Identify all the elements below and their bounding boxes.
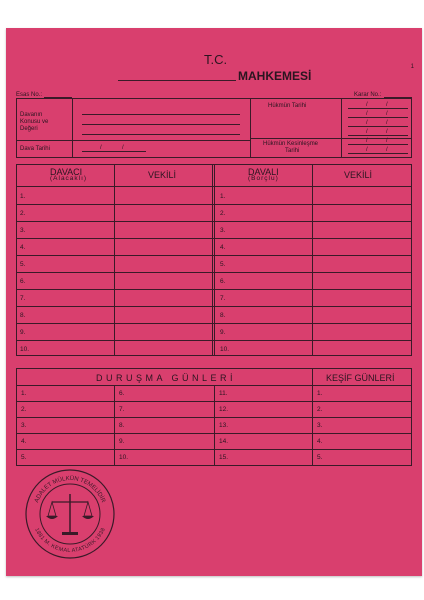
row-line bbox=[16, 323, 412, 324]
hearing-day-number: 3. bbox=[21, 422, 27, 429]
davali-header: DAVALI bbox=[248, 167, 279, 177]
davali-row-number: 7. bbox=[220, 295, 226, 302]
info-divider-2 bbox=[250, 98, 251, 158]
subject-label-3: Değeri bbox=[20, 126, 38, 132]
hearing-row-line bbox=[16, 449, 412, 450]
davaci-sub: (Alacaklı) bbox=[50, 175, 88, 182]
dava-tarihi-label: Dava Tarihi bbox=[20, 146, 50, 152]
hearing-day-number: 5. bbox=[317, 454, 323, 461]
kesif-title: KEŞİF GÜNLERİ bbox=[326, 373, 395, 383]
davaci-row-number: 8. bbox=[20, 312, 26, 319]
davali-row-number: 9. bbox=[220, 329, 226, 336]
row-line bbox=[16, 289, 412, 290]
date-line bbox=[348, 153, 408, 154]
court-name-line bbox=[118, 80, 236, 81]
date-sep: / bbox=[386, 102, 388, 108]
parties-header-line bbox=[16, 186, 412, 187]
davali-sub: (Borçlu) bbox=[248, 175, 279, 182]
hearing-day-number: 2. bbox=[21, 406, 27, 413]
seal-text: ADALET MÜLKÜN TEMELİDİR bbox=[34, 475, 106, 504]
vekili2-header: VEKİLİ bbox=[344, 170, 373, 180]
parties-col-2 bbox=[212, 164, 213, 356]
hearing-day-number: 3. bbox=[317, 422, 323, 429]
davali-row-number: 5. bbox=[220, 261, 226, 268]
davali-row-number: 10. bbox=[220, 346, 230, 353]
subject-label-2: Konusu ve bbox=[20, 119, 49, 125]
subject-line-3 bbox=[82, 134, 240, 135]
hearing-day-number: 7. bbox=[119, 406, 125, 413]
court-file-cover bbox=[6, 28, 422, 576]
date-line bbox=[348, 135, 408, 136]
page-mark: 1 bbox=[410, 64, 414, 70]
date-sep: / bbox=[386, 147, 388, 153]
hearing-day-number: 5. bbox=[21, 454, 27, 461]
davaci-row-number: 5. bbox=[20, 261, 26, 268]
subject-line-2 bbox=[82, 124, 240, 125]
davali-row-number: 3. bbox=[220, 227, 226, 234]
subject-line-1 bbox=[82, 114, 240, 115]
parties-col-2b bbox=[214, 164, 215, 356]
parties-col-3 bbox=[312, 164, 313, 356]
kesinlesme-label-2: Tarihi bbox=[285, 148, 300, 154]
hearing-day-number: 13. bbox=[219, 422, 229, 429]
hearing-day-number: 4. bbox=[317, 438, 323, 445]
row-line bbox=[16, 272, 412, 273]
hearing-day-number: 14. bbox=[219, 438, 229, 445]
hearing-row-line bbox=[16, 401, 412, 402]
date-sep: / bbox=[386, 129, 388, 135]
hearing-day-number: 4. bbox=[21, 438, 27, 445]
tc-heading: T.C. bbox=[204, 52, 228, 67]
hearing-day-number: 10. bbox=[119, 454, 129, 461]
info-divider-3 bbox=[341, 98, 342, 158]
subject-label: Davanın bbox=[20, 112, 43, 118]
seal-bottom-text: 1881 M. KEMAL ATATÜRK 1938 bbox=[33, 527, 107, 555]
davaci-row-number: 7. bbox=[20, 295, 26, 302]
row-line bbox=[16, 255, 412, 256]
row-line bbox=[16, 238, 412, 239]
date-sep: / bbox=[386, 111, 388, 117]
hearing-col-divider bbox=[114, 385, 115, 466]
karar-no-label: Karar No.: bbox=[354, 92, 382, 98]
row-line bbox=[16, 306, 412, 307]
hearing-day-number: 1. bbox=[21, 390, 27, 397]
date-sep: / bbox=[366, 147, 368, 153]
davaci-row-number: 3. bbox=[20, 227, 26, 234]
row-line bbox=[16, 221, 412, 222]
dava-tarihi-line bbox=[82, 151, 146, 152]
date-sep: / bbox=[122, 145, 124, 151]
row-line bbox=[16, 204, 412, 205]
vekili-header: VEKİLİ bbox=[148, 170, 177, 180]
date-sep: / bbox=[386, 120, 388, 126]
date-sep: / bbox=[366, 102, 368, 108]
hukum-tarihi-label: Hükmün Tarihi bbox=[268, 103, 307, 109]
hearing-col-divider bbox=[214, 385, 215, 466]
hearing-day-number: 1. bbox=[317, 390, 323, 397]
davali-row-number: 1. bbox=[220, 193, 226, 200]
kesinlesme-label: Hükmün Kesinleşme bbox=[263, 141, 319, 147]
date-sep: / bbox=[386, 138, 388, 144]
hearing-day-number: 6. bbox=[119, 390, 125, 397]
hearing-row-line bbox=[16, 417, 412, 418]
date-line bbox=[348, 117, 408, 118]
hearing-row-line bbox=[16, 433, 412, 434]
date-sep: / bbox=[366, 111, 368, 117]
davali-row-number: 8. bbox=[220, 312, 226, 319]
date-line bbox=[348, 144, 408, 145]
hearing-day-number: 8. bbox=[119, 422, 125, 429]
case-info-box bbox=[16, 98, 412, 158]
hearing-day-number: 2. bbox=[317, 406, 323, 413]
hearing-day-number: 15. bbox=[219, 454, 229, 461]
row-line bbox=[16, 340, 412, 341]
davaci-row-number: 1. bbox=[20, 193, 26, 200]
info-divider-1 bbox=[72, 98, 73, 158]
date-sep: / bbox=[100, 145, 102, 151]
davali-row-number: 4. bbox=[220, 244, 226, 251]
date-sep: / bbox=[366, 138, 368, 144]
davaci-row-number: 6. bbox=[20, 278, 26, 285]
durusma-title: DURUŞMA GÜNLERİ bbox=[96, 373, 237, 383]
hearing-day-number: 12. bbox=[219, 406, 229, 413]
date-line bbox=[348, 126, 408, 127]
davali-row-number: 6. bbox=[220, 278, 226, 285]
info-h-divider bbox=[16, 140, 250, 141]
hearing-day-number: 11. bbox=[219, 390, 228, 397]
parties-col-1 bbox=[114, 164, 115, 356]
date-line bbox=[348, 108, 408, 109]
davaci-row-number: 9. bbox=[20, 329, 26, 336]
davaci-header: DAVACI bbox=[50, 167, 83, 177]
davaci-row-number: 10. bbox=[20, 346, 30, 353]
davaci-row-number: 4. bbox=[20, 244, 26, 251]
court-title: MAHKEMESİ bbox=[238, 69, 312, 83]
court-seal-icon bbox=[24, 468, 116, 560]
davaci-row-number: 2. bbox=[20, 210, 26, 217]
hearing-day-number: 9. bbox=[119, 438, 125, 445]
date-sep: / bbox=[366, 129, 368, 135]
davali-row-number: 2. bbox=[220, 210, 226, 217]
date-sep: / bbox=[366, 120, 368, 126]
esas-no-label: Esas No.: bbox=[16, 92, 43, 98]
